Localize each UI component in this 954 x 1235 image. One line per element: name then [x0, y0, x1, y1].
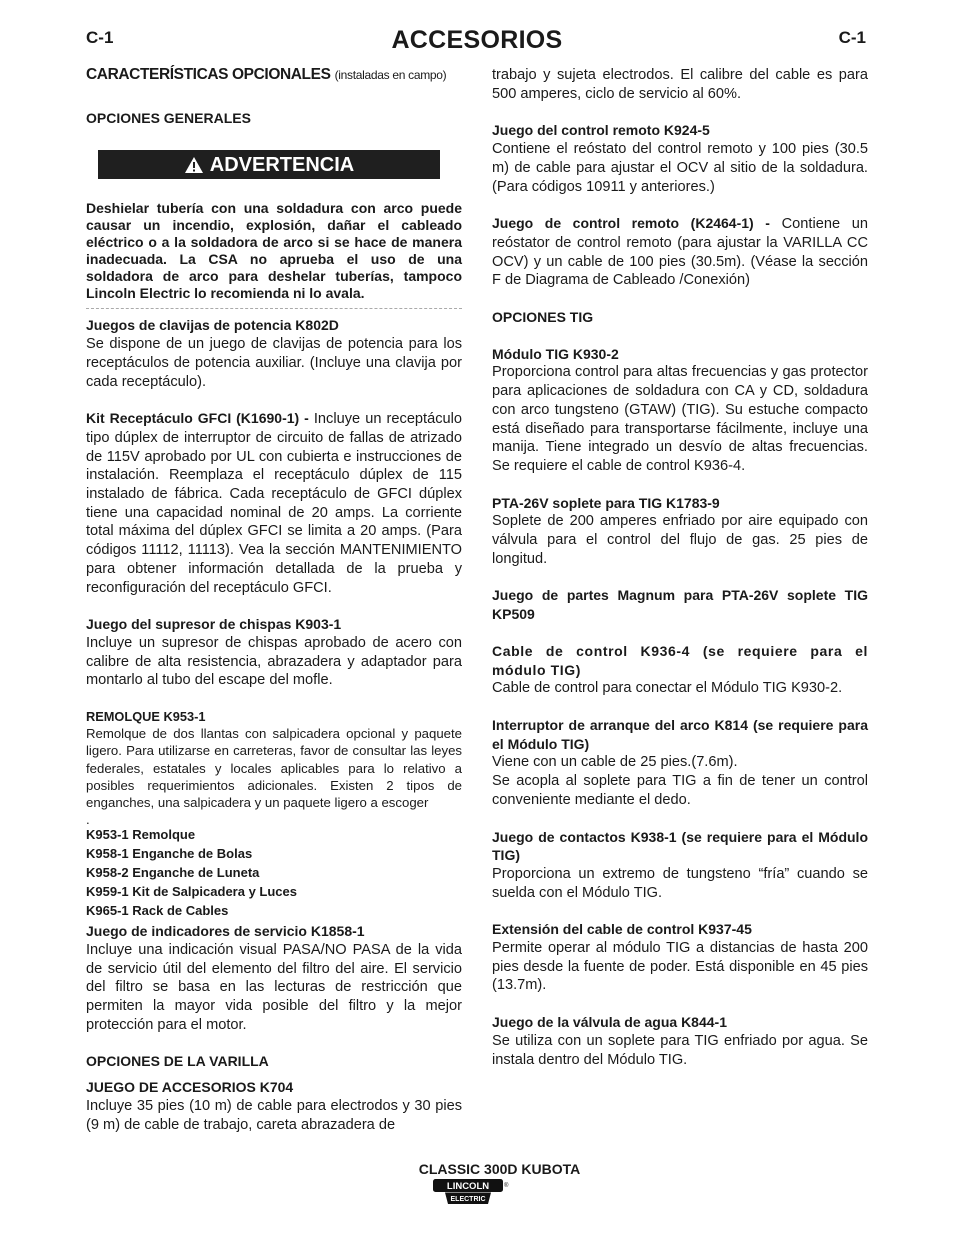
- item-title: Juego de contactos K938-1 (se requiere para el Módulo TIG): [492, 828, 868, 864]
- item-body: Proporciona control para altas frecuencias y gas protector para aplicaciones de soldadura con CA y CD, soldadura con arco tungsteno (GTAW) (TIG). Su estuche compacto está diseñado para transportarse fácilmente, incluye una manija. Tiene integrado un desvío de altas frecuencias. Se requiere el cable de control K936-4.: [492, 364, 868, 474]
- item-title: Juego de la válvula de agua K844-1: [492, 1014, 727, 1031]
- list-item: K958-1 Enganche de Bolas: [86, 846, 253, 862]
- item-title: REMOLQUE K953-1: [86, 709, 206, 725]
- item-body: Permite operar al módulo TIG a distancias de hasta 200 pies desde la fuente de poder. Está disponible en 45 pies (13.7m).: [492, 940, 868, 994]
- section-heading: [86, 66, 462, 85]
- page-number-left: C-1: [86, 28, 114, 47]
- item-k704: [86, 1078, 462, 1134]
- item-k704-continued: trabajo y sujeta electrodos. El calibre del cable es para 500 amperes, ciclo de servicio al 60%.: [492, 67, 868, 102]
- item-k1858: [86, 922, 462, 1034]
- item-k938: [492, 828, 868, 903]
- section-title: CARACTERÍSTICAS OPCIONALES: [86, 66, 331, 83]
- footer: [0, 1161, 954, 1177]
- warning-label: ADVERTENCIA: [209, 153, 355, 176]
- warning-triangle-icon: [184, 156, 204, 174]
- list-item: K958-2 Enganche de Luneta: [86, 865, 260, 881]
- item-k936: [492, 642, 868, 698]
- item-title: Juegos de clavijas de potencia K802D: [86, 317, 339, 334]
- item-body: Incluye un receptáculo tipo dúplex de interruptor de circuito de fallas de atrizado de 115V aprobado por UL con cubierta e instrucciones de instalación. Reemplaza el receptáculo dúplex de 115 instalado de fábrica. Cada receptáculo de GFCI dúplex tiene una capacidad nominal de 20 amps. La corriente total máxima del dúplex GFCI se limita a 20 amps. (Para códigos 11112, 11113). Vea la sección MANTENIMIENTO para obtener información detallada de la prueba y reconfiguración del receptáculo GFCI.: [86, 411, 462, 596]
- item-body: Contiene el reóstato del control remoto y 100 pies (30.5 m) de cable para ajustar el OCV al sitio de la soldadura. (Para códigos 10911 y anteriores.): [492, 141, 868, 195]
- item-body: Incluye una indicación visual PASA/NO PASA de la vida de servicio útil del elemento del filtro del aire. El servicio del filtro se basa en las lecturas de restricción que permiten la mayor vida posible del filtro y la mejor protección para el motor.: [86, 941, 462, 1033]
- item-body: Remolque de dos llantas con salpicadera opcional y paquete ligero. Para utilizarse en carreteras, favor de consultar las leyes federales, estatales y locales aplicables para lo relativo a posibles requerimientos adicionales. Existen 2 tipos de enganches, una salpicadera y un paquete ligero a escoger: [86, 726, 462, 811]
- item-title: Juego de indicadores de servicio K1858-1: [86, 923, 365, 940]
- item-k930: [492, 345, 868, 476]
- item-k844: [492, 1013, 868, 1069]
- item-title: Juego de control remoto (K2464-1) -: [492, 215, 770, 232]
- varilla-heading: OPCIONES DE LA VARILLA: [86, 1052, 269, 1069]
- item-body: Cable de control para conectar el Módulo TIG K930-2.: [492, 680, 843, 697]
- item-body: Se acopla al soplete para TIG a fin de tener un control conveniente mediante el dedo.: [492, 773, 868, 808]
- item-body: Soplete de 200 amperes enfriado por aire equipado con válvula para el control del flujo de gas. 25 pies de longitud.: [492, 513, 868, 567]
- dashed-divider: [86, 308, 462, 309]
- warning-text: Deshielar tubería con una soldadura con arco puede causar un incendio, explosión, dañar el cableado eléctrico o a la soldadora de arco si se hace de manera inadecuada. La CSA no aprueba el uso de una soldadora de arco para deshelar tuberías, tampoco Lincoln Electric lo recomienda ni lo avala.: [86, 200, 462, 302]
- item-body: Se utiliza con un soplete para TIG enfriado por agua. Se instala dentro del Módulo TIG.: [492, 1032, 868, 1068]
- logo-mark: ®: [504, 1183, 509, 1189]
- item-gfci: [86, 409, 462, 597]
- list-item: K953-1 Remolque: [86, 827, 196, 843]
- list-item: K959-1 Kit de Salpicadera y Luces: [86, 884, 297, 900]
- item-title: Extensión del cable de control K937-45: [492, 921, 752, 938]
- item-k1783: [492, 494, 868, 569]
- item-title: PTA-26V soplete para TIG K1783-9: [492, 494, 720, 511]
- logo-text-bottom: ELECTRIC: [450, 1196, 486, 1203]
- tig-heading: OPCIONES TIG: [492, 309, 594, 326]
- trailer-list: [86, 825, 462, 920]
- item-title: Kit Receptáculo GFCI (K1690-1) -: [86, 410, 309, 427]
- item-k903: [86, 615, 462, 690]
- page-title: ACCESORIOS: [391, 26, 563, 54]
- item-body: Incluye 35 pies (10 m) de cable para electrodos y 30 pies (9 m) de cable de trabajo, careta abrazadera de: [86, 1097, 462, 1133]
- item-title: Módulo TIG K930-2: [492, 345, 619, 362]
- item-k953: [86, 708, 462, 811]
- warning-banner: [98, 150, 440, 179]
- item-body: Incluye un supresor de chispas aprobado de acero con calibre de alta resistencia, abrazadera y adaptador para montarlo al tubo del escape del mofle.: [86, 634, 462, 689]
- item-k937: [492, 920, 868, 995]
- item-k2464: [492, 214, 868, 290]
- right-column: [492, 66, 868, 1069]
- left-column: [86, 66, 462, 1134]
- item-k924: [492, 121, 868, 196]
- section-note: (instaladas en campo): [334, 68, 447, 82]
- item-title: Cable de control K936-4 (se requiere para el módulo TIG): [492, 642, 868, 678]
- item-title: JUEGO DE ACCESORIOS K704: [86, 1079, 294, 1096]
- item-body: Proporciona un extremo de tungsteno “fría” cuando se suelda con el Módulo TIG.: [492, 865, 868, 901]
- item-body: Contiene un reóstator de control remoto (para ajustar la VARILLA CC OCV) y un cable de 100 pies (30.5m). (Véase la sección F de Diagrama de Cableado /Conexión): [492, 216, 869, 289]
- stray-dot: .: [86, 812, 90, 828]
- logo-text-top: LINCOLN: [446, 1181, 490, 1192]
- footer-model: CLASSIC 300D KUBOTA: [418, 1161, 581, 1177]
- item-k814: [492, 716, 868, 810]
- item-body: Viene con un cable de 25 pies.(7.6m).: [492, 754, 738, 771]
- page-number-right: C-1: [838, 28, 866, 47]
- item-body: Se dispone de un juego de clavijas de potencia para los receptáculos de potencia auxiliar. (Incluye una clavija por cada receptáculo).: [86, 336, 462, 390]
- list-item: K965-1 Rack de Cables: [86, 903, 229, 919]
- item-kp509: Juego de partes Magnum para PTA-26V soplete TIG KP509: [492, 587, 868, 623]
- item-title: Juego del control remoto K924-5: [492, 122, 710, 139]
- item-title: Interruptor de arranque del arco K814 (se requiere para el Módulo TIG): [492, 716, 868, 752]
- lincoln-electric-logo: [433, 1179, 511, 1205]
- item-title: Juego del supresor de chispas K903-1: [86, 616, 342, 633]
- item-k802d: [86, 316, 462, 391]
- opciones-generales-heading: OPCIONES GENERALES: [86, 109, 251, 126]
